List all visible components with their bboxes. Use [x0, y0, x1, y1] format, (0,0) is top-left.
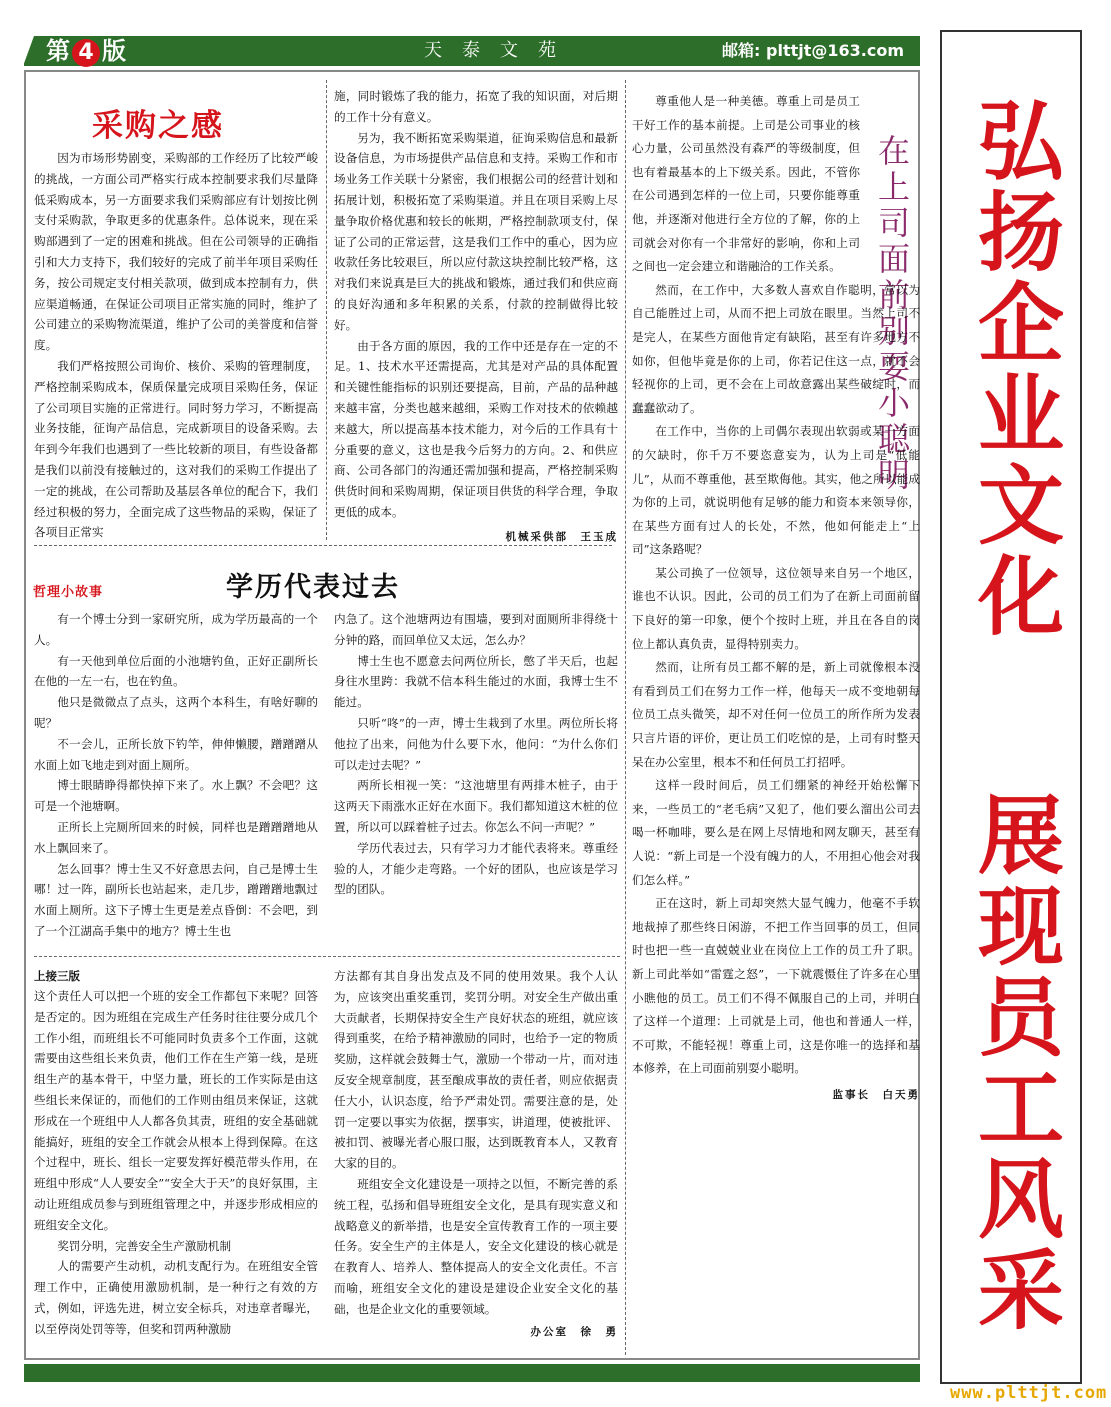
page-header — [24, 36, 920, 66]
section-divider — [34, 545, 612, 546]
edition-number: 4 — [72, 39, 100, 67]
article-title: 采购之感 — [92, 108, 224, 144]
paragraph: 他只是微微点了点头，这两个本科生，有啥好聊的呢？ — [34, 695, 318, 730]
paragraph: 只听“咚”的一声，博士生栽到了水里。两位所长将他拉了出来，问他为什么要下水，他问：“为什么你们可以走过去呢？” — [334, 715, 618, 772]
article-column — [334, 86, 618, 544]
paragraph: 由于各方面的原因，我的工作中还是存在一定的不足。1、技术水平还需提高，尤其是对产品的具体配置和关键性能指标的识别还要提高，目前，产品的品种越来越丰富，分类也越来越细，采购工作对技术的依赖越来越大，所以提高基本技术能力，对今后的工作具有十分重要的意义，这也是我今后努力的方向。2、和供应商、公司各部门的沟通还需加强和提高，严格控制采购供货时间和采购周期，保证项目供货的科学合理，争取更低的成本。 — [334, 338, 618, 519]
article-column — [34, 148, 318, 543]
article-column — [34, 609, 318, 942]
paragraph: 博士生也不愿意去问两位所长，憋了半天后，也起身往水里跨：我就不信本科生能过的水面，我博士生不能过。 — [334, 653, 618, 710]
paragraph: 班组安全文化建设是一项持之以恒，不断完善的系统工程，弘扬和倡导班组安全文化，是具有现实意义和战略意义的新举措，也是安全宣传教育工作的一项主要任务。安全生产的主体是人，安全文化建设的核心就是在教育人、培养人、整体提高人的安全文化责任。不言而喻，班组安全文化的建设是建设企业安全文化的基础，也是企业文化的重要领域。 — [334, 1176, 618, 1316]
paragraph: 这样一段时间后，员工们绷紧的神经开始松懈下来，一些员工的“老毛病”又犯了，他们要么溜出公司去喝一杯咖啡，要么是在网上尽情地和网友聊天，甚至有人说：“新上司是一个没有魄力的人，不用担心他会对我们怎么样。” — [632, 778, 920, 887]
paragraph: 某公司换了一位领导，这位领导来自另一个地区，谁也不认识。因此，公司的员工们为了在新上司面前留下良好的第一印象，便个个按时上班，并且在各自的岗位上都认真负责，显得特别卖力。 — [632, 565, 920, 651]
paragraph: 博士眼睛睁得都快掉下来了。水上飘？不会吧？这可是一个池塘啊。 — [34, 778, 318, 814]
header-cap — [13, 36, 34, 66]
article-title: 学历代表过去 — [226, 572, 400, 603]
section-subheading: 奖罚分明，完善安全生产激励机制 — [57, 1238, 232, 1253]
paragraph: 两所长相视一笑：“这池塘里有两排木桩子，由于这两天下雨涨水正好在水面下。我们都知道这木桩的位置，所以可以踩着桩子过去。你怎么不问一声呢？” — [334, 778, 618, 834]
article-column — [334, 966, 618, 1339]
paragraph: 方法都有其自身出发点及不同的使用效果。我个人认为，应该突出重奖重罚，奖罚分明。对安全生产做出重大贡献者，长期保持安全生产良好状态的班组，就应该得到重奖，在给予精神激励的同时，也给予一定的物质奖励，这样就会鼓舞士气，激励一个带动一片，而对违反安全规章制度，甚至酿成事故的责任者，则应依据责任大小，认识态度，给予严肃处罚。需要注意的是，处罚一定要以事实为依据，摆事实，讲道理，使被批评、被扣罚、被曝光者心服口服，达到既教育本人，又教育大家的目的。 — [334, 969, 618, 1171]
article-column — [632, 90, 920, 1102]
edition-label — [46, 37, 126, 67]
paragraph: 然而，让所有员工都不解的是，新上司就像根本没有看到员工们在努力工作一样，他每天一成不变地朝每位员工点头微笑，却不对任何一位员工的所作所为发表只言片语的评价，更让员工们吃惊的是，上司有时整天呆在办公室里，根本不和任何员工打招呼。 — [632, 660, 920, 769]
article-column — [334, 609, 618, 900]
paragraph: 我们严格按照公司询价、核价、采购的管理制度，严格控制采购成本，保质保量完成项目采购任务，保证了公司项目实施的正常进行。同时努力学习，不断提高业务技能，征询产品信息，完成新项目的设备采购。去年到今年我们也遇到了一些比较新的项目，有些设备都是我们以前没有接触过的，这对我们的采购工作提出了一定的挑战，在公司帮助及基层各单位的配合下，我们经过积极的努力，全面完成了这些物品的采购，保证了各项目正常实 — [34, 358, 318, 540]
article-column — [34, 966, 318, 1340]
column-divider — [326, 80, 327, 540]
article-tag: 哲理小故事 — [33, 585, 104, 600]
paper-name: 天泰文苑 — [424, 40, 576, 61]
paragraph: 因为市场形势剧变，采购部的工作经历了比较严峻的挑战，一方面公司严格实行成本控制要求我们尽量降低采购成本，另一方面要求我们采购部应有计划按比例支付采购款，争取更多的优惠条件。总体说来，现在采购部遇到了一定的困难和挑战。但在公司领导的正确指引和大力支持下，我们较好的完成了前半年项目采购任务，按公司规定支付相关款项，做到成本控制有力，供应渠道畅通，在保证公司项目正常实施的同时，维护了公司建立的采购物流渠道，维护了公司的美誉度和信誉度。 — [34, 151, 318, 353]
byline: 机械采供部 王玉成 — [505, 530, 618, 543]
section-divider — [34, 956, 620, 957]
email: 邮箱: plttjt@163.com — [722, 41, 904, 60]
edition-suffix: 版 — [102, 37, 126, 65]
paragraph: 人的需要产生动机，动机支配行为。在班组安全管理工作中，正确使用激励机制，是一种行之有效的方式，例如，评选先进，树立安全标兵，对违章者曝光，以至停岗处罚等等，但奖和罚两种激励 — [34, 1259, 318, 1336]
paragraph: 这个责任人可以把一个班的安全工作都包下来呢？回答是否定的。因为班组在完成生产任务时往往要分成几个工作小组，而班组长不可能同时负责多个工作面，这就需要由这些组长来负责，他们工作在生产第一线，是班组生产的基本骨干，中坚力量，班长的工作实际是由这些组长来保证的，而他们的工作则由组员来保证，这就形成在一个班组中人人都各负其责，班组的安全基础就能搞好，班组的安全工作就会从根本上得到保障。在这个过程中，班长、组长一定要发挥好模范带头作用，在班组中形成“人人要安全”“安全大于天”的良好氛围，主动让班组成员参与到班组管理之中，并逐步形成相应的班组安全文化。 — [34, 989, 318, 1232]
paragraph: 怎么回事？博士生又不好意思去问，自己是博士生哪！过一阵，副所长也站起来，走几步，蹭蹭蹭地飘过水面上厕所。这下子博士生更是差点昏倒：不会吧，到了一个江湖高手集中的地方？博士生也 — [34, 861, 318, 938]
paragraph: 在工作中，当你的上司偶尔表现出软弱或某一方面的欠缺时，你千万不要恣意妄为，认为上司是“低能儿”，从而不尊重他，甚至欺侮他。其实，他之所以能成为你的上司，就说明他有足够的能力和资本来领导你，在某些方面有过人的长处，不然，他如何能走上“上司”这条路呢？ — [632, 424, 920, 557]
byline: 监事长 白天勇 — [832, 1088, 920, 1101]
slogan-line: 弘扬企业文化 — [963, 96, 1064, 642]
column-divider — [625, 80, 626, 1355]
paragraph: 施，同时锻炼了我的能力，拓宽了我的知识面，对后期的工作十分有意义。 — [334, 89, 618, 124]
paragraph: 有一个博士分到一家研究所，成为学历最高的一个人。 — [34, 612, 318, 647]
slogan-line: 展现员工风采 — [963, 790, 1064, 1336]
paragraph: 正所长上完厕所回来的时候，同样也是蹭蹭蹭地从水上飘回来了。 — [34, 819, 318, 855]
paragraph: 然而，在工作中，大多数人喜欢自作聪明，常以为自己能胜过上司，从而不把上司放在眼里。当然上司不是完人，在某些方面他肯定有缺陷，甚至有许多地方不如你，但他毕竟是你的上司，你若记住这一点，就不会轻视你的上司，更不会在上司故意露出某些破绽时，而蠢蠢欲动了。 — [632, 282, 920, 415]
edition-prefix: 第 — [46, 37, 70, 65]
website-link[interactable]: www.plttjt.com — [950, 1383, 1108, 1403]
article-title-vertical: 在上司面前别耍小聪明 — [873, 134, 911, 494]
paragraph: 尊重他人是一种美德。尊重上司是员工干好工作的基本前提。上司是公司事业的核心力量，公司虽然没有森严的等级制度，但也有着最基本的上下级关系。因此，不管你在公司遇到怎样的一位上司，只要你能尊重他，并逐渐对他进行全方位的了解，你的上司就会对你有一个非常好的影响，你和上司之间也一定会建立和谐融洽的工作关系。 — [632, 94, 860, 274]
slogan-box — [940, 30, 1082, 1384]
paragraph: 不一会儿，正所长放下钓竿，伸伸懒腰，蹭蹭蹭从水面上如飞地走到对面上厕所。 — [34, 736, 318, 772]
paragraph: 正在这时，新上司却突然大显气魄力，他毫不手软地裁掉了那些终日闲游，不把工作当回事的员工，但同时也把一些一直兢兢业业在岗位上工作的员工升了职。新上司此举如“雷霆之怒”，一下就震慑住了许多在心里小瞧他的员工。员工们不得不佩服自己的上司，并明白了这样一个道理：上司就是上司，他也和普通人一样，不可欺，不能轻视！尊重上司，这是你唯一的选择和基本修养，在上司面前别耍小聪明。 — [632, 896, 920, 1076]
paragraph: 另为，我不断拓宽采购渠道，征询采购信息和最新设备信息，为市场提供产品信息和支持。采购工作和市场业务工作关联十分紧密，我们根据公司的经营计划和拓展计划，积极拓宽了采购渠道。并且在项目采购上尽量争取价格优惠和较长的帐期，严格控制款项支付，保证了公司的正常运营，这是我们工作中的重心，因为应收款任务比较艰巨，所以应付款这块控制比较严格，这对我们来说真是巨大的挑战和锻炼，通过我们和供应商的良好沟通和多年积累的关系，付款的控制做得比较好。 — [334, 130, 618, 332]
continued-label: 上接三版 — [34, 969, 80, 983]
footer-bar — [24, 1364, 920, 1382]
byline: 办公室 徐 勇 — [530, 1325, 618, 1338]
paragraph: 内急了。这个池塘两边有围墙，要到对面厕所非得绕十分钟的路，而回单位又太远，怎么办？ — [334, 612, 618, 647]
paragraph: 学历代表过去，只有学习力才能代表将来。尊重经验的人，才能少走弯路。一个好的团队，也应该是学习型的团队。 — [334, 840, 618, 897]
paragraph: 有一天他到单位后面的小池塘钓鱼，正好正副所长在他的一左一右，也在钓鱼。 — [34, 653, 318, 689]
